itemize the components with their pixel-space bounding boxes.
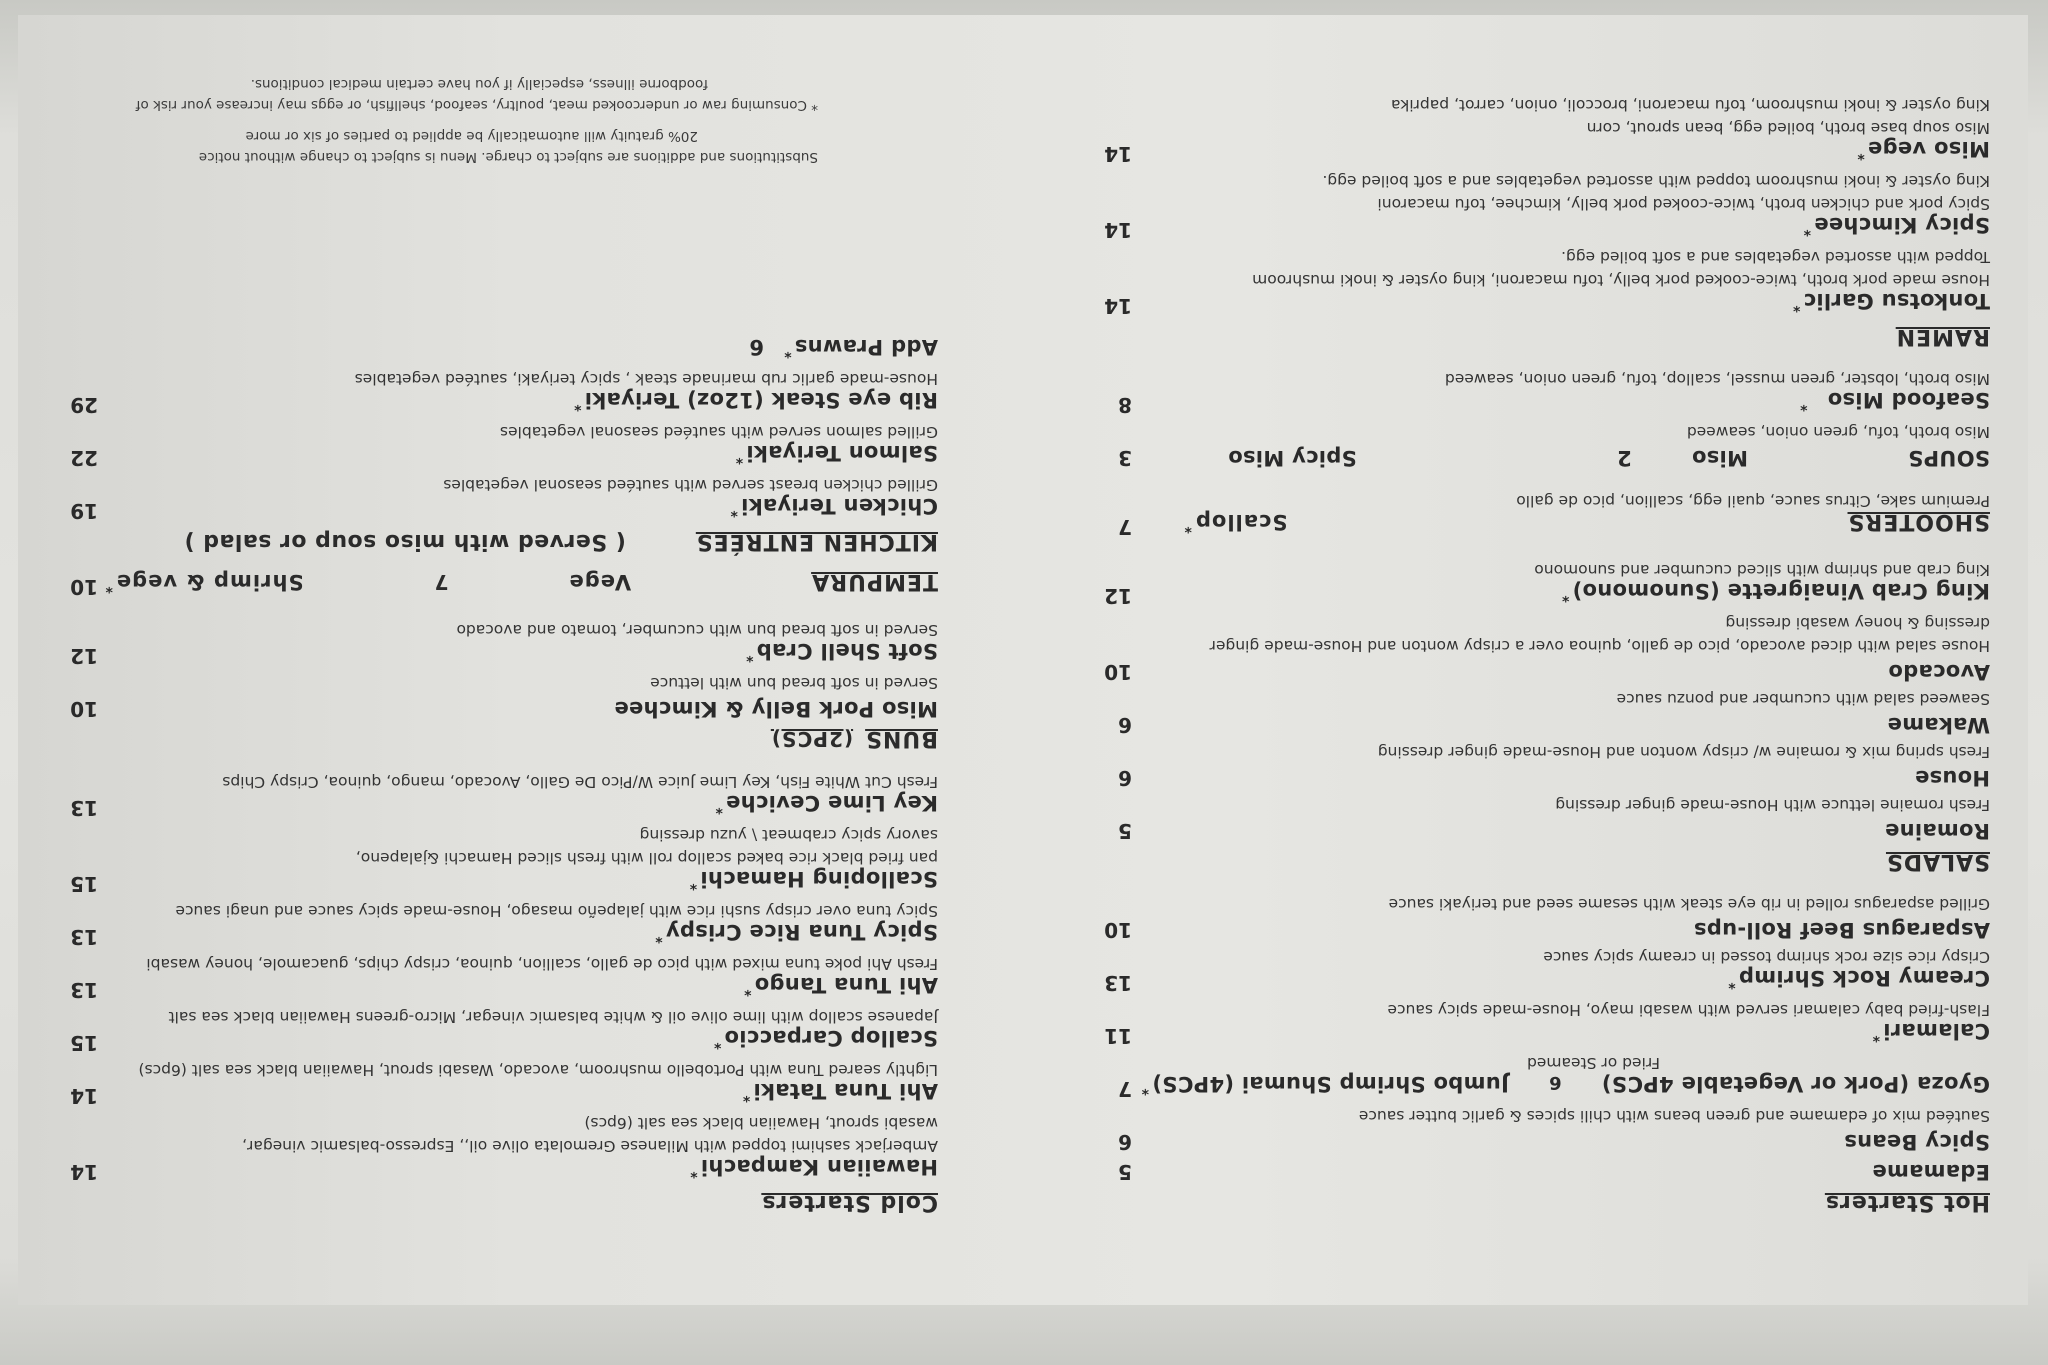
item-desc: Amberjack sashimi topped with Milanese Gremolata olive oil,, Espresso-balsamic vinegar, (242, 1137, 938, 1155)
item-price: 13 (70, 796, 98, 820)
item-price: 14 (70, 1084, 98, 1108)
item-name: Scallop Carpaccio (724, 1026, 938, 1050)
addon-item: Add Prawns*6 (38, 337, 938, 367)
item-name: Tonkotsu Garlic (1803, 289, 1990, 313)
item-name: Chicken Teriyaki (740, 494, 938, 518)
item-name: Ahi Tuna Tataki (753, 1079, 938, 1103)
item-price: 8 (1118, 393, 1132, 417)
menu-item: Soft Shell Crab* 12 Served in soft bread bun with cucumber, tomato and avocado (38, 618, 938, 671)
item-desc: Fresh Ahi poke tuna mixed with pico de gallo, scallion, quinoa, crispy chips, guacamole, honey wasabi (146, 955, 938, 973)
item-name: Key Lime Ceviche (725, 791, 938, 815)
item-price: 14 (70, 1160, 98, 1184)
item-name: Avocado (1888, 660, 1990, 684)
item-name: Spicy Tuna Rice Crispy (665, 920, 938, 944)
menu-item: Seafood Miso* 8 Miso broth, lobster, green mussel, scallop, tofu, green onion, seaweed (1030, 367, 1990, 420)
menu-item (1030, 1104, 1990, 1157)
menu-item: Chicken Teriyaki* 19 Grilled chicken breast served with sautéed seasonal vegetables (38, 473, 938, 526)
item-name: Hawaiian Kampachi (700, 1155, 938, 1179)
item-desc: wasabi sprout, Hawaiian black sea salt (6pcs) (584, 1114, 938, 1132)
item-desc: Flash-fried baby calamari served with wasabi mayo, House-made spicy sauce (1387, 1001, 1990, 1019)
item-price: 7 (1118, 1077, 1132, 1101)
item-price: 14 (1104, 142, 1132, 166)
item-desc: Served in soft bread bun with lettuce (650, 674, 938, 692)
item-desc: Served in soft bread bun with cucumber, tomato and avocado (456, 621, 938, 639)
item-name: Miso Pork Belly & Kimchee (614, 697, 938, 721)
item-price: 29 (70, 393, 98, 417)
item-price: 12 (1104, 584, 1132, 608)
item-price: 6 (1118, 766, 1132, 790)
item-price: 10 (70, 575, 98, 599)
menu-item: Spicy Kimchee* 14 Spicy pork and chicken broth, twice-cooked pork belly, kimchee, tofu macaroni King oyster & inoki mushroom topped with assorted vegetables and a soft boiled egg. (1030, 169, 1990, 245)
item-desc: House salad with diced avocado, pico de gallo, quinoa over a crispy wonton and House-made ginger dressing & honey wasabi dressing (1209, 614, 1990, 655)
item-desc: Fresh Cut White Fish, Key Lime Juice W/Pico De Gallo, Avocado, mango, quinoa, Crispy Chips (222, 773, 938, 791)
item-name: Ahi Tuna Tango (754, 973, 938, 997)
item-desc: Miso soup base broth, boiled egg, bean sprout, corn (1586, 119, 1990, 137)
menu-item: Rib eye Steak (12oz) Teriyaki* 29 House-made garlic rub marinade steak , spicy teriyaki, sautéed vegetables (38, 367, 938, 420)
item-name: Vege (568, 570, 632, 594)
item-desc: Sautéed mix of edamame and green beans with chili spices & garlic butter sauce (1358, 1107, 1990, 1125)
item-desc: pan fried black rice baked scallop roll with fresh sliced Hamachi &jalapeno, (355, 849, 938, 867)
menu-item (1030, 611, 1990, 687)
item-desc: Grilled salmon served with sautéed seasonal vegetables (499, 423, 938, 441)
menu-item: Spicy Tuna Rice Crispy* 13 Spicy tuna over crispy sushi rice with jalapeño masago, House-made spicy sauce and unagi sauce (38, 899, 938, 952)
left-column (1030, 93, 1990, 1217)
item-desc: Lightly seared Tuna with Portobello mushroom, avocado, Wasabi sprout, Hawaiian black sea salt (6pcs) (138, 1061, 938, 1079)
soups-block (1030, 420, 1990, 473)
item-name: Miso vege (1867, 137, 1990, 161)
item-name: Miso (1691, 446, 1748, 470)
item-price: 15 (70, 1031, 98, 1055)
item-price: 13 (70, 925, 98, 949)
item-price: 11 (1104, 1024, 1132, 1048)
item-desc: King oyster & inoki mushroom topped with assorted vegetables and a soft boiled egg. (1322, 172, 1990, 190)
menu-item: Miso vege* 14 Miso soup base broth, boiled egg, bean sprout, corn King oyster & inoki mushroom, tofu macaroni, broccoli, onion, carrot, paprika (1030, 93, 1990, 169)
item-name: Scallop (1194, 510, 1288, 534)
item-price: 10 (70, 697, 98, 721)
fine-print: Substitutions and additions are subject to charge. Menu is subject to change without notice 20% gratuity will automatically be applied to parties of six or more * Consuming raw or undercooked meat, poultry, seafood, shellfish, or eggs may increase your risk of foodborne illness, especially if you have certain medical conditions. (135, 76, 818, 165)
item-name: Scalloping Hamachi (700, 867, 938, 891)
item-price: 13 (1104, 971, 1132, 995)
hot-starters-heading: Hot Starters (1824, 1190, 1990, 1215)
tempura-heading: TEMPURA (811, 569, 938, 594)
item-desc: Topped with assorted vegetables and a soft boiled egg. (1561, 248, 1990, 266)
item-name: Romaine (1884, 819, 1990, 843)
menu-item (1030, 687, 1990, 740)
item-price: 14 (1104, 294, 1132, 318)
item-name: Spicy Miso (1227, 446, 1357, 470)
right-column (38, 76, 938, 1217)
item-price: 13 (70, 978, 98, 1002)
item-desc: Crispy rice size rock shrimp tossed in creamy spicy sauce (1543, 948, 1990, 966)
item-desc: Miso broth, lobster, green mussel, scallop, tofu, green onion, seaweed (1444, 370, 1990, 388)
item-price: 3 (1118, 446, 1132, 470)
item-name: Jumbo Shrimp Shumai (4PCS) (1152, 1072, 1509, 1096)
menu-item: Tonkotsu Garlic* 14 House made pork broth, twice-cooked pork belly, tofu macaroni, king oyster & inoki mushroom Topped with assorted vegetables and a soft boiled egg. (1030, 245, 1990, 321)
item-desc: Spicy tuna over crispy sushi rice with jalapeño masago, House-made spicy sauce and unagi sauce (175, 902, 938, 920)
shooters-block: SHOOTERSScallop* 7 Premium sake, Citrus sauce, quail egg, scallion, pico de gallo (1030, 489, 1990, 542)
shooters-heading: SHOOTERS (1847, 509, 1990, 534)
ramen-heading: RAMEN (1895, 324, 1990, 349)
item-name: Shrimp & vege (115, 570, 304, 594)
item-name: Rib eye Steak (12oz) Teriyaki (584, 388, 938, 412)
item-price: 10 (1104, 660, 1132, 684)
item-desc: King crab and shrimp with sliced cucumber and sunomono (1534, 561, 1990, 579)
menu-item: Ahi Tuna Tataki* 14 Lightly seared Tuna with Portobello mushroom, avocado, Wasabi sprout, Hawaiian black sea salt (6pcs) (38, 1058, 938, 1111)
menu-item: Hawaiian Kampachi* 14 Amberjack sashimi topped with Milanese Gremolata olive oil,, Espresso-balsamic vinegar, wasabi sprout, Hawaiian black sea salt (6pcs) (38, 1111, 938, 1187)
item-name: Wakame (1887, 713, 1990, 737)
item-price: 14 (1104, 218, 1132, 242)
item-name: Asparagus Beef Roll-ups (1693, 918, 1990, 942)
menu-item: Calamari* 11 Flash-fried baby calamari served with wasabi mayo, House-made spicy sauce (1030, 998, 1990, 1051)
item-price: 5 (1118, 819, 1132, 843)
menu-item (1030, 793, 1990, 846)
item-price: 7 (433, 570, 449, 594)
item-price: 7 (1118, 515, 1132, 539)
item-desc: Fresh spring mix & romaine w/ crispy wonton and House-made ginger dressing (1377, 743, 1990, 761)
item-price: 10 (1104, 918, 1132, 942)
item-price: 5 (1118, 1160, 1132, 1184)
menu-item (1030, 1157, 1990, 1187)
menu-item: Scalloping Hamachi* 15 pan fried black rice baked scallop roll with fresh sliced Hamachi &jalapeno, savory spicy crabmeat \ yuzu dressing (38, 823, 938, 899)
tempura-block: TEMPURAVege7Shrimp & vege* 10 (38, 572, 938, 602)
menu-item: Gyoza (Pork or Vegetable 4PCS)6Jumbo Shrimp Shumai (4PCS)* 7 Fried or Steamed (1030, 1051, 1990, 1104)
item-name: Calamari (1883, 1019, 1990, 1043)
item-price: 6 (1118, 713, 1132, 737)
item-price: 6 (1548, 1072, 1562, 1093)
item-desc: House-made garlic rub marinade steak , spicy teriyaki, sautéed vegetables (354, 370, 938, 388)
item-desc: savory spicy crabmeat \ yuzu dressing (639, 826, 938, 844)
item-price: 2 (1616, 446, 1632, 470)
item-desc: King oyster & inoki mushroom, tofu macaroni, broccoli, onion, carrot, paprika (1391, 96, 1990, 114)
item-desc: Grilled chicken breast served with sautéed seasonal vegetables (443, 476, 938, 494)
menu-item (1030, 892, 1990, 945)
menu-item: Key Lime Ceviche* 13 Fresh Cut White Fish, Key Lime Juice W/Pico De Gallo, Avocado, mango, quinoa, Crispy Chips (38, 770, 938, 823)
menu-item (1030, 740, 1990, 793)
item-price: 22 (70, 446, 98, 470)
item-desc: Japanese scallop with lime olive oil & white balsamic vinegar, Micro-greens Hawaiian black sea salt (168, 1008, 938, 1026)
item-price: 6 (749, 335, 764, 359)
salads-heading: SALADS (1885, 849, 1990, 874)
item-desc: Miso broth, tofu, green onion, seaweed (1686, 423, 1990, 441)
item-desc: Premium sake, Citrus sauce, quail egg, scallion, pico de gallo (1516, 492, 1990, 510)
menu-item: Creamy Rock Shrimp* 13 Crispy rice size rock shrimp tossed in creamy spicy sauce (1030, 945, 1990, 998)
item-name: Salmon Teriyaki (746, 441, 938, 465)
item-desc: Fresh romaine lettuce with House-made ginger dressing (1555, 796, 1990, 814)
menu-item: Salmon Teriyaki* 22 Grilled salmon served with sautéed seasonal vegetables (38, 420, 938, 473)
menu-item (38, 671, 938, 724)
item-desc: Grilled asparagus rolled in rib eye steak with sesame seed and teriyaki sauce (1388, 895, 1990, 913)
item-desc: House made pork broth, twice-cooked pork belly, tofu macaroni, king oyster & inoki mushroom (1252, 271, 1990, 289)
menu-item: King Crab Vinaigrette (Sunomono)* 12 King crab and shrimp with sliced cucumber and sunomono (1030, 558, 1990, 611)
item-name: Spicy Beans (1844, 1130, 1990, 1154)
item-price: 19 (70, 499, 98, 523)
item-name: Creamy Rock Shrimp (1738, 966, 1990, 990)
soups-heading: SOUPS (1907, 446, 1990, 470)
item-name: King Crab Vinaigrette (Sunomono) (1572, 579, 1990, 603)
item-name: Spicy Kimchee (1814, 213, 1990, 237)
buns-heading: BUNS(2PCS) (770, 726, 938, 751)
menu-item: Ahi Tuna Tango* 13 Fresh Ahi poke tuna mixed with pico de gallo, scallion, quinoa, crispy chips, guacamole, honey wasabi (38, 952, 938, 1005)
item-desc: Spicy pork and chicken broth, twice-cooked pork belly, kimchee, tofu macaroni (1377, 195, 1990, 213)
item-price: 12 (70, 644, 98, 668)
menu-item: Scallop Carpaccio* 15 Japanese scallop with lime olive oil & white balsamic vinegar, Micro-greens Hawaiian black sea salt (38, 1005, 938, 1058)
item-price: 15 (70, 872, 98, 896)
item-price: 6 (1118, 1130, 1132, 1154)
cold-starters-heading: Cold Starters (761, 1190, 938, 1215)
item-name: Gyoza (Pork or Vegetable 4PCS) (1601, 1072, 1990, 1096)
item-desc: Seaweed salad with cucumber and ponzu sauce (1616, 690, 1990, 708)
entrees-heading: KITCHEN ENTRÉES( Served with miso soup or salad ) (184, 529, 938, 554)
item-name: Seafood Miso (1827, 388, 1990, 412)
item-name: Soft Shell Crab (756, 639, 938, 663)
item-desc: Fried or Steamed (1527, 1054, 1660, 1072)
menu-sheet (18, 15, 2028, 1305)
item-name: Edamame (1872, 1160, 1990, 1184)
item-name: Add Prawns (794, 335, 938, 359)
item-name: House (1914, 766, 1990, 790)
